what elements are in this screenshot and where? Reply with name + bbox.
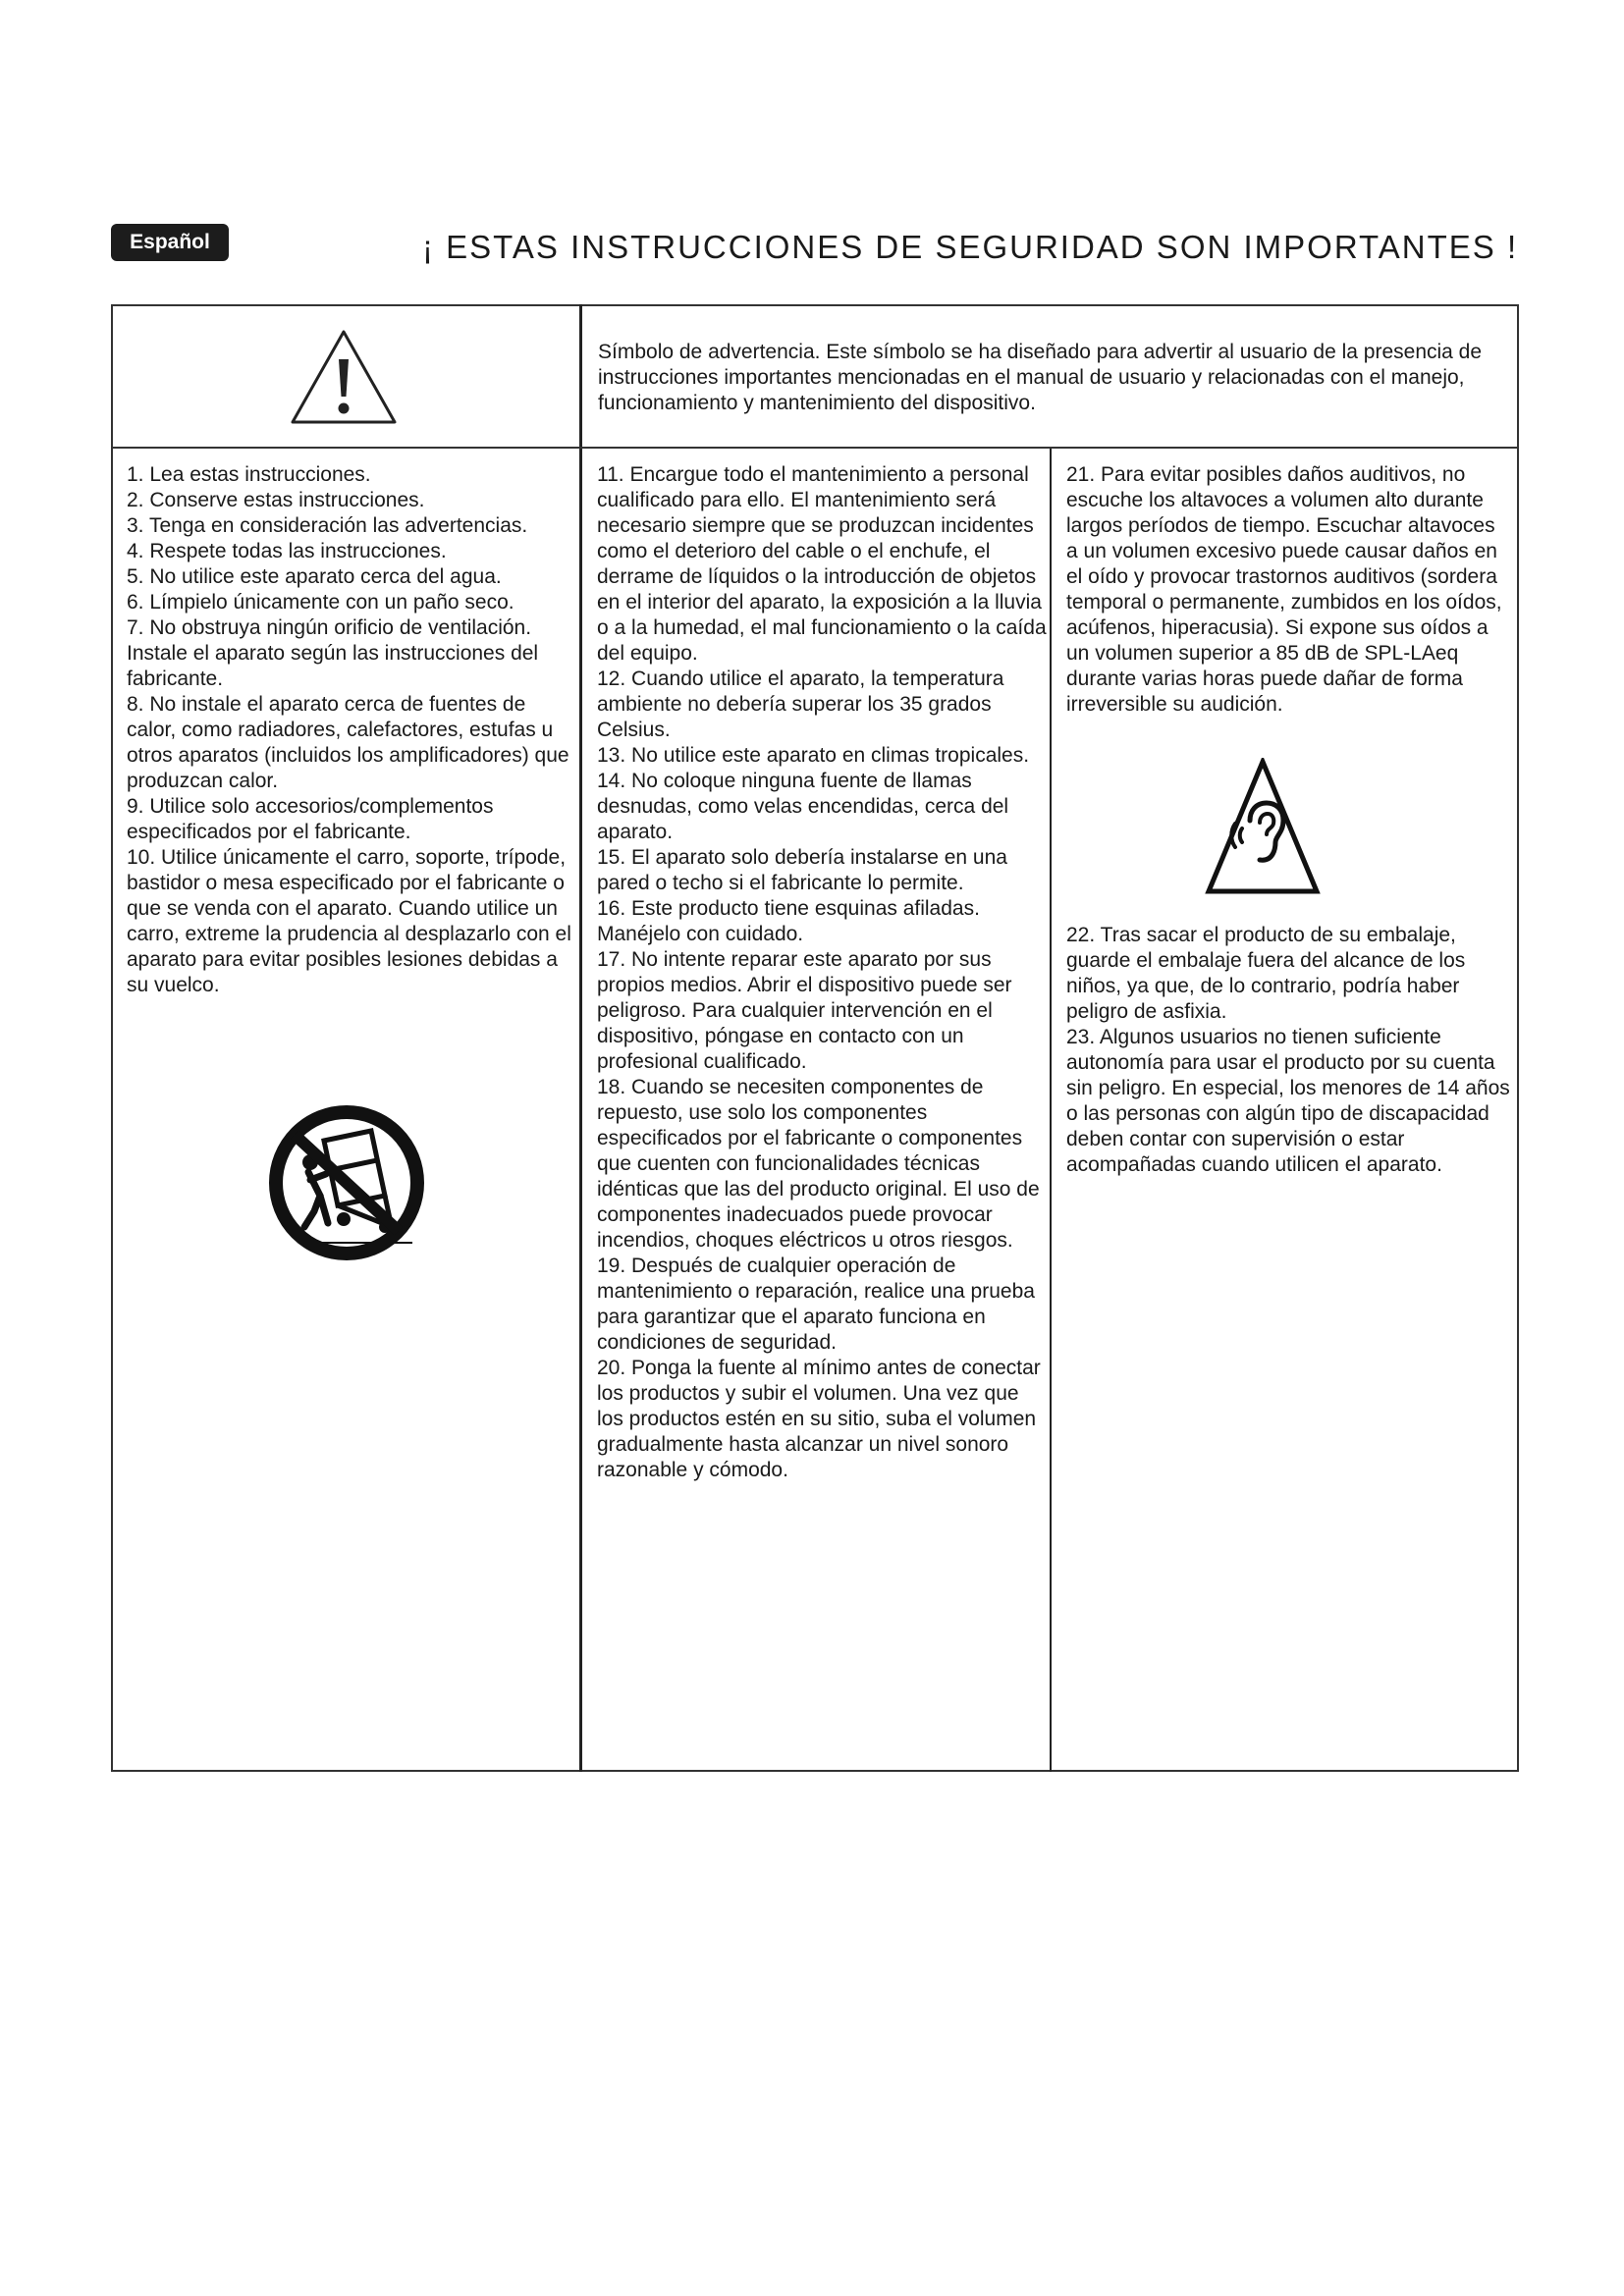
list-item: 3. Tenga en consideración las advertencias. <box>127 514 528 537</box>
language-badge: Español <box>111 224 229 261</box>
instructions-column-3-bottom <box>1066 923 1510 1178</box>
list-item: 8. No instale el aparato cerca de fuentes de calor, como radiadores, calefactores, estufas u otros aparatos (incluidos los amplificadores) que produzcan calor. <box>127 693 569 792</box>
list-item: 13. No utilice este aparato en climas tropicales. <box>597 744 1030 767</box>
list-item: 11. Encargue todo el mantenimiento a personal cualificado para ello. El mantenimiento será necesario siempre que se produzcan incidentes como el deterioro del cable o el enchufe, el derrame de líquidos o la introducción de objetos en el interior del aparato, la exposición a la lluvia o a la humedad, el mal funcionamiento o la caída del equipo. <box>597 463 1047 665</box>
list-item: 10. Utilice únicamente el carro, soporte, trípode, bastidor o mesa especificado por el fabricante o que se venda con el aparato. Cuando utilice un carro, extreme la prudencia al desplazarlo con el aparato para evitar posibles lesiones debidas a su vuelco. <box>127 846 571 996</box>
instructions-column-1 <box>127 462 573 998</box>
list-item: 18. Cuando se necesiten componentes de repuesto, use solo los componentes especificados por el fabricante o componentes que cuenten con funcionalidades técnicas idénticas que las del producto original. El uso de componentes inadecuados puede provocar incendios, choques eléctricos u otros riesgos. <box>597 1076 1040 1252</box>
hearing-warning-icon <box>1205 758 1321 895</box>
warning-symbol-description: Símbolo de advertencia. Este símbolo se ha diseñado para advertir al usuario de la presencia de instrucciones importantes mencionadas en el manual de usuario y relacionadas con el manejo, funcionamiento y mantenimiento del dispositivo. <box>598 341 1483 414</box>
page-title: ¡ ESTAS INSTRUCCIONES DE SEGURIDAD SON IMPORTANTES ! <box>422 229 1519 265</box>
list-item: 9. Utilice solo accesorios/complementos especificados por el fabricante. <box>127 795 494 843</box>
instructions-column-3-top <box>1066 462 1510 718</box>
list-item: 5. No utilice este aparato cerca del agua. <box>127 565 502 588</box>
list-item: 19. Después de cualquier operación de mantenimiento o reparación, realice una prueba para garantizar que el aparato funciona en condiciones de seguridad. <box>597 1255 1035 1354</box>
list-item: 6. Límpielo únicamente con un paño seco. <box>127 591 514 614</box>
list-item: 16. Este producto tiene esquinas afiladas. Manéjelo con cuidado. <box>597 897 980 945</box>
list-item: 12. Cuando utilice el aparato, la temperatura ambiente no debería superar los 35 grados Celsius. <box>597 667 1004 741</box>
list-item: 20. Ponga la fuente al mínimo antes de conectar los productos y subir el volumen. Una vez que los productos estén en su sitio, suba el volumen gradualmente hasta alcanzar un nivel sonoro razonable y cómodo. <box>597 1357 1041 1481</box>
instructions-column-2 <box>597 462 1047 1483</box>
column-divider-2 <box>1050 448 1052 1772</box>
list-item: 4. Respete todas las instrucciones. <box>127 540 447 562</box>
list-item: 2. Conserve estas instrucciones. <box>127 489 425 511</box>
column-divider-1 <box>579 304 582 1772</box>
list-item: 15. El aparato solo debería instalarse en una pared o techo si el fabricante lo permite. <box>597 846 1007 894</box>
list-item: 1. Lea estas instrucciones. <box>127 463 371 486</box>
cart-tip-over-icon <box>265 1101 428 1264</box>
list-item: 23. Algunos usuarios no tienen suficiente autonomía para usar el producto por su cuenta sin peligro. En especial, los menores de 14 años o las personas con algún tipo de discapacidad deben contar con supervisión o estar acompañadas cuando utilicen el aparato. <box>1066 1026 1510 1176</box>
row-divider <box>111 447 1519 449</box>
warning-triangle-icon <box>289 328 399 426</box>
list-item: 22. Tras sacar el producto de su embalaje, guarde el embalaje fuera del alcance de los niños, ya que, de lo contrario, podría haber peligro de asfixia. <box>1066 924 1466 1023</box>
list-item: 17. No intente reparar este aparato por sus propios medios. Abrir el dispositivo puede ser peligroso. Para cualquier intervención en el dispositivo, póngase en contacto con un profesional cualificado. <box>597 948 1012 1073</box>
list-item: 21. Para evitar posibles daños auditivos, no escuche los altavoces a volumen alto durante largos períodos de tiempo. Escuchar altavoces a un volumen excesivo puede causar daños en el oído y provocar trastornos auditivos (sordera temporal o permanente, zumbidos en los oídos, acúfenos, hiperacusia). Si expone sus oídos a un volumen superior a 85 dB de SPL-LAeq durante varias horas puede dañar de forma irreversible su audición. <box>1066 463 1502 716</box>
list-item: 7. No obstruya ningún orificio de ventilación. Instale el aparato según las instrucciones del fabricante. <box>127 616 539 690</box>
list-item: 14. No coloque ninguna fuente de llamas desnudas, como velas encendidas, cerca del aparato. <box>597 770 1009 843</box>
